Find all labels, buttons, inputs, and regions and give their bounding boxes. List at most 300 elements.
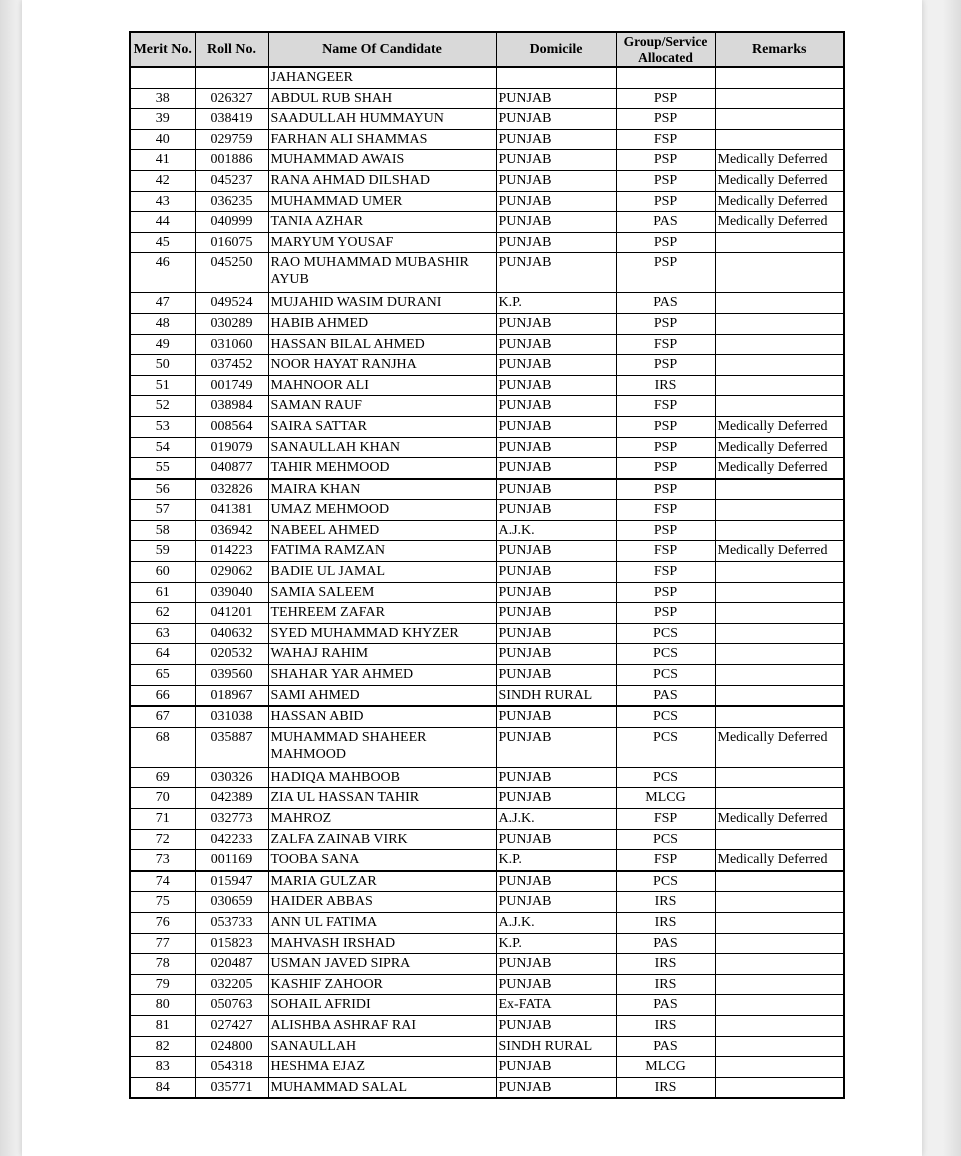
roll-no-cell: 035887 — [195, 727, 268, 767]
domicile-cell: PUNJAB — [496, 458, 616, 479]
domicile-cell: PUNJAB — [496, 416, 616, 437]
candidate-name-cell: HADIQA MAHBOOB — [268, 767, 496, 788]
remarks-cell: Medically Deferred — [715, 150, 844, 171]
roll-no-cell: 045237 — [195, 170, 268, 191]
table-row — [130, 88, 844, 109]
roll-no-cell: 029062 — [195, 562, 268, 583]
table-row — [130, 67, 844, 88]
merit-no-cell: 78 — [130, 954, 195, 975]
table-row — [130, 109, 844, 130]
remarks-cell — [715, 685, 844, 706]
candidate-name-cell: MAHROZ — [268, 809, 496, 830]
candidate-name-cell: SAMAN RAUF — [268, 396, 496, 417]
merit-no-cell: 45 — [130, 232, 195, 253]
merit-no-cell: 81 — [130, 1015, 195, 1036]
domicile-cell: PUNJAB — [496, 150, 616, 171]
table-row — [130, 871, 844, 892]
header-roll-no: Roll No. — [195, 32, 268, 67]
group-service-cell: PSP — [616, 437, 715, 458]
group-service-cell: FSP — [616, 850, 715, 871]
remarks-cell — [715, 253, 844, 293]
roll-no-cell — [195, 67, 268, 88]
domicile-cell: PUNJAB — [496, 313, 616, 334]
candidate-name-cell: HABIB AHMED — [268, 313, 496, 334]
group-service-cell: PSP — [616, 253, 715, 293]
remarks-cell: Medically Deferred — [715, 212, 844, 233]
domicile-cell: SINDH RURAL — [496, 1036, 616, 1057]
remarks-cell — [715, 88, 844, 109]
group-service-cell — [616, 67, 715, 88]
domicile-cell: PUNJAB — [496, 88, 616, 109]
domicile-cell: PUNJAB — [496, 582, 616, 603]
merit-no-cell: 44 — [130, 212, 195, 233]
domicile-cell: A.J.K. — [496, 520, 616, 541]
candidate-name-cell: FARHAN ALI SHAMMAS — [268, 129, 496, 150]
group-service-cell: IRS — [616, 974, 715, 995]
merit-no-cell: 53 — [130, 416, 195, 437]
merit-no-cell: 77 — [130, 933, 195, 954]
roll-no-cell: 040632 — [195, 623, 268, 644]
domicile-cell: PUNJAB — [496, 396, 616, 417]
group-service-cell: MLCG — [616, 1057, 715, 1078]
roll-no-cell: 029759 — [195, 129, 268, 150]
table-row — [130, 396, 844, 417]
group-service-cell: PSP — [616, 458, 715, 479]
group-service-cell: PSP — [616, 313, 715, 334]
merit-no-cell: 70 — [130, 788, 195, 809]
merit-no-cell: 84 — [130, 1077, 195, 1098]
group-service-cell: IRS — [616, 954, 715, 975]
remarks-cell — [715, 375, 844, 396]
group-service-cell: PSP — [616, 191, 715, 212]
candidate-name-cell: TAHIR MEHMOOD — [268, 458, 496, 479]
merit-no-cell: 67 — [130, 706, 195, 727]
domicile-cell: PUNJAB — [496, 212, 616, 233]
candidate-name-cell: TANIA AZHAR — [268, 212, 496, 233]
header-group-service — [616, 32, 715, 67]
roll-no-cell: 032826 — [195, 479, 268, 500]
domicile-cell: PUNJAB — [496, 871, 616, 892]
header-group-line1: Group/Service — [623, 33, 708, 49]
remarks-cell — [715, 995, 844, 1016]
group-service-cell: PSP — [616, 150, 715, 171]
candidate-name-cell: USMAN JAVED SIPRA — [268, 954, 496, 975]
roll-no-cell: 026327 — [195, 88, 268, 109]
domicile-cell: K.P. — [496, 933, 616, 954]
group-service-cell: PAS — [616, 212, 715, 233]
domicile-cell — [496, 67, 616, 88]
merit-no-cell: 52 — [130, 396, 195, 417]
remarks-cell: Medically Deferred — [715, 191, 844, 212]
candidate-name-cell: SAIRA SATTAR — [268, 416, 496, 437]
domicile-cell: PUNJAB — [496, 644, 616, 665]
table-row — [130, 582, 844, 603]
candidate-name-cell: MUHAMMAD SALAL — [268, 1077, 496, 1098]
merit-no-cell: 41 — [130, 150, 195, 171]
table-row — [130, 313, 844, 334]
roll-no-cell: 042233 — [195, 829, 268, 850]
roll-no-cell: 015947 — [195, 871, 268, 892]
group-service-cell: PCS — [616, 727, 715, 767]
group-service-cell: PSP — [616, 88, 715, 109]
candidate-name-cell: MUHAMMAD AWAIS — [268, 150, 496, 171]
group-service-cell: PAS — [616, 995, 715, 1016]
table-row — [130, 293, 844, 314]
candidate-name-cell: SHAHAR YAR AHMED — [268, 665, 496, 686]
group-service-cell: PSP — [616, 109, 715, 130]
candidate-name-cell: UMAZ MEHMOOD — [268, 500, 496, 521]
group-service-cell: MLCG — [616, 788, 715, 809]
table-row — [130, 416, 844, 437]
domicile-cell: PUNJAB — [496, 355, 616, 376]
merit-no-cell — [130, 67, 195, 88]
group-service-cell: IRS — [616, 1077, 715, 1098]
domicile-cell: K.P. — [496, 850, 616, 871]
group-service-cell: PSP — [616, 603, 715, 624]
domicile-cell: PUNJAB — [496, 1077, 616, 1098]
domicile-cell: PUNJAB — [496, 623, 616, 644]
remarks-cell — [715, 334, 844, 355]
roll-no-cell: 030326 — [195, 767, 268, 788]
merit-no-cell: 69 — [130, 767, 195, 788]
table-row — [130, 974, 844, 995]
roll-no-cell: 049524 — [195, 293, 268, 314]
candidate-name-cell: MARYUM YOUSAF — [268, 232, 496, 253]
merit-no-cell: 49 — [130, 334, 195, 355]
table-row — [130, 850, 844, 871]
roll-no-cell: 039560 — [195, 665, 268, 686]
merit-no-cell: 59 — [130, 541, 195, 562]
table-row — [130, 933, 844, 954]
remarks-cell — [715, 479, 844, 500]
roll-no-cell: 001886 — [195, 150, 268, 171]
domicile-cell: A.J.K. — [496, 809, 616, 830]
table-row — [130, 500, 844, 521]
domicile-cell: SINDH RURAL — [496, 685, 616, 706]
candidate-name-cell: MUHAMMAD UMER — [268, 191, 496, 212]
remarks-cell: Medically Deferred — [715, 727, 844, 767]
table-row — [130, 191, 844, 212]
group-service-cell: IRS — [616, 892, 715, 913]
domicile-cell: PUNJAB — [496, 727, 616, 767]
remarks-cell: Medically Deferred — [715, 809, 844, 830]
merit-no-cell: 63 — [130, 623, 195, 644]
remarks-cell — [715, 1015, 844, 1036]
header-group-line2: Allocated — [638, 49, 693, 65]
roll-no-cell: 032773 — [195, 809, 268, 830]
remarks-cell — [715, 562, 844, 583]
group-service-cell: FSP — [616, 129, 715, 150]
domicile-cell: PUNJAB — [496, 437, 616, 458]
candidate-name-cell: ZIA UL HASSAN TAHIR — [268, 788, 496, 809]
merit-no-cell: 39 — [130, 109, 195, 130]
remarks-cell — [715, 665, 844, 686]
remarks-cell — [715, 623, 844, 644]
table-row — [130, 954, 844, 975]
merit-no-cell: 55 — [130, 458, 195, 479]
remarks-cell — [715, 767, 844, 788]
remarks-cell — [715, 109, 844, 130]
roll-no-cell: 020487 — [195, 954, 268, 975]
remarks-cell — [715, 1057, 844, 1078]
domicile-cell: PUNJAB — [496, 170, 616, 191]
group-service-cell: PCS — [616, 706, 715, 727]
domicile-cell: PUNJAB — [496, 541, 616, 562]
roll-no-cell: 041201 — [195, 603, 268, 624]
candidate-name-cell: TOOBA SANA — [268, 850, 496, 871]
merit-no-cell: 75 — [130, 892, 195, 913]
roll-no-cell: 038984 — [195, 396, 268, 417]
remarks-cell — [715, 396, 844, 417]
merit-no-cell: 73 — [130, 850, 195, 871]
domicile-cell: A.J.K. — [496, 912, 616, 933]
merit-no-cell: 38 — [130, 88, 195, 109]
roll-no-cell: 045250 — [195, 253, 268, 293]
roll-no-cell: 041381 — [195, 500, 268, 521]
candidate-name-cell: SAADULLAH HUMMAYUN — [268, 109, 496, 130]
candidate-name-cell: SAMIA SALEEM — [268, 582, 496, 603]
candidate-name-cell: SOHAIL AFRIDI — [268, 995, 496, 1016]
group-service-cell: FSP — [616, 396, 715, 417]
candidate-name-cell: ZALFA ZAINAB VIRK — [268, 829, 496, 850]
candidate-name-cell: SANAULLAH — [268, 1036, 496, 1057]
candidate-name-cell: ANN UL FATIMA — [268, 912, 496, 933]
table-header-row — [130, 32, 844, 67]
merit-no-cell: 83 — [130, 1057, 195, 1078]
merit-no-cell: 71 — [130, 809, 195, 830]
remarks-cell — [715, 871, 844, 892]
table-row — [130, 520, 844, 541]
group-service-cell: PAS — [616, 1036, 715, 1057]
group-service-cell: PSP — [616, 232, 715, 253]
table-row — [130, 892, 844, 913]
table-row — [130, 1057, 844, 1078]
merit-no-cell: 76 — [130, 912, 195, 933]
group-service-cell: PCS — [616, 623, 715, 644]
domicile-cell: PUNJAB — [496, 1057, 616, 1078]
group-service-cell: IRS — [616, 375, 715, 396]
candidate-name-cell: FATIMA RAMZAN — [268, 541, 496, 562]
merit-no-cell: 61 — [130, 582, 195, 603]
roll-no-cell: 037452 — [195, 355, 268, 376]
table-row — [130, 809, 844, 830]
domicile-cell: K.P. — [496, 293, 616, 314]
merit-no-cell: 51 — [130, 375, 195, 396]
remarks-cell — [715, 706, 844, 727]
group-service-cell: FSP — [616, 809, 715, 830]
roll-no-cell: 039040 — [195, 582, 268, 603]
remarks-cell — [715, 974, 844, 995]
candidate-name-cell: HASSAN ABID — [268, 706, 496, 727]
domicile-cell: PUNJAB — [496, 829, 616, 850]
roll-no-cell: 001169 — [195, 850, 268, 871]
remarks-cell — [715, 582, 844, 603]
candidate-name-cell: SANAULLAH KHAN — [268, 437, 496, 458]
domicile-cell: PUNJAB — [496, 253, 616, 293]
group-service-cell: PAS — [616, 933, 715, 954]
remarks-cell — [715, 129, 844, 150]
merit-no-cell: 74 — [130, 871, 195, 892]
domicile-cell: Ex-FATA — [496, 995, 616, 1016]
header-remarks: Remarks — [715, 32, 844, 67]
merit-no-cell: 79 — [130, 974, 195, 995]
candidate-name-cell: ALISHBA ASHRAF RAI — [268, 1015, 496, 1036]
domicile-cell: PUNJAB — [496, 500, 616, 521]
remarks-cell — [715, 788, 844, 809]
table-row — [130, 623, 844, 644]
roll-no-cell: 008564 — [195, 416, 268, 437]
remarks-cell — [715, 232, 844, 253]
table-row — [130, 767, 844, 788]
merit-no-cell: 62 — [130, 603, 195, 624]
roll-no-cell: 040999 — [195, 212, 268, 233]
table-row — [130, 458, 844, 479]
remarks-cell — [715, 1077, 844, 1098]
group-service-cell: PCS — [616, 871, 715, 892]
domicile-cell: PUNJAB — [496, 788, 616, 809]
merit-no-cell: 66 — [130, 685, 195, 706]
remarks-cell — [715, 67, 844, 88]
domicile-cell: PUNJAB — [496, 892, 616, 913]
roll-no-cell: 036235 — [195, 191, 268, 212]
domicile-cell: PUNJAB — [496, 767, 616, 788]
table-row — [130, 727, 844, 767]
remarks-cell: Medically Deferred — [715, 437, 844, 458]
merit-no-cell: 46 — [130, 253, 195, 293]
candidate-name-cell: KASHIF ZAHOOR — [268, 974, 496, 995]
table-row — [130, 232, 844, 253]
domicile-cell: PUNJAB — [496, 562, 616, 583]
remarks-cell — [715, 500, 844, 521]
merit-no-cell: 68 — [130, 727, 195, 767]
group-service-cell: PCS — [616, 644, 715, 665]
domicile-cell: PUNJAB — [496, 665, 616, 686]
roll-no-cell: 027427 — [195, 1015, 268, 1036]
table-row — [130, 644, 844, 665]
group-service-cell: FSP — [616, 500, 715, 521]
roll-no-cell: 019079 — [195, 437, 268, 458]
merit-no-cell: 58 — [130, 520, 195, 541]
table-row — [130, 129, 844, 150]
roll-no-cell: 036942 — [195, 520, 268, 541]
merit-no-cell: 80 — [130, 995, 195, 1016]
table-row — [130, 665, 844, 686]
remarks-cell — [715, 954, 844, 975]
roll-no-cell: 038419 — [195, 109, 268, 130]
candidate-name-cell: SAMI AHMED — [268, 685, 496, 706]
table-row — [130, 788, 844, 809]
domicile-cell: PUNJAB — [496, 954, 616, 975]
group-service-cell: PSP — [616, 170, 715, 191]
table-row — [130, 170, 844, 191]
roll-no-cell: 032205 — [195, 974, 268, 995]
header-domicile: Domicile — [496, 32, 616, 67]
merit-no-cell: 82 — [130, 1036, 195, 1057]
remarks-cell — [715, 313, 844, 334]
remarks-cell: Medically Deferred — [715, 416, 844, 437]
table-row — [130, 150, 844, 171]
candidate-name-cell: RAO MUHAMMAD MUBASHIR AYUB — [268, 253, 496, 293]
roll-no-cell: 031060 — [195, 334, 268, 355]
remarks-cell: Medically Deferred — [715, 458, 844, 479]
roll-no-cell: 031038 — [195, 706, 268, 727]
group-service-cell: IRS — [616, 912, 715, 933]
group-service-cell: PSP — [616, 416, 715, 437]
remarks-cell — [715, 355, 844, 376]
domicile-cell: PUNJAB — [496, 974, 616, 995]
remarks-cell — [715, 892, 844, 913]
candidate-name-cell: BADIE UL JAMAL — [268, 562, 496, 583]
roll-no-cell: 030289 — [195, 313, 268, 334]
roll-no-cell: 053733 — [195, 912, 268, 933]
remarks-cell: Medically Deferred — [715, 850, 844, 871]
merit-no-cell: 47 — [130, 293, 195, 314]
candidate-name-cell: NABEEL AHMED — [268, 520, 496, 541]
merit-no-cell: 56 — [130, 479, 195, 500]
candidate-name-cell: NOOR HAYAT RANJHA — [268, 355, 496, 376]
candidate-name-cell: ABDUL RUB SHAH — [268, 88, 496, 109]
roll-no-cell: 001749 — [195, 375, 268, 396]
merit-no-cell: 50 — [130, 355, 195, 376]
merit-list-table — [129, 31, 845, 1099]
merit-no-cell: 72 — [130, 829, 195, 850]
merit-no-cell: 43 — [130, 191, 195, 212]
remarks-cell — [715, 293, 844, 314]
group-service-cell: PCS — [616, 665, 715, 686]
table-row — [130, 1077, 844, 1098]
table-row — [130, 1015, 844, 1036]
table-row — [130, 912, 844, 933]
table-row — [130, 375, 844, 396]
group-service-cell: IRS — [616, 1015, 715, 1036]
roll-no-cell: 018967 — [195, 685, 268, 706]
roll-no-cell: 035771 — [195, 1077, 268, 1098]
domicile-cell: PUNJAB — [496, 479, 616, 500]
group-service-cell: FSP — [616, 562, 715, 583]
table-row — [130, 253, 844, 293]
merit-no-cell: 48 — [130, 313, 195, 334]
roll-no-cell: 054318 — [195, 1057, 268, 1078]
group-service-cell: FSP — [616, 334, 715, 355]
domicile-cell: PUNJAB — [496, 375, 616, 396]
table-row — [130, 437, 844, 458]
document-page — [22, 0, 922, 1156]
table-row — [130, 541, 844, 562]
merit-no-cell: 64 — [130, 644, 195, 665]
remarks-cell: Medically Deferred — [715, 170, 844, 191]
merit-no-cell: 60 — [130, 562, 195, 583]
table-row — [130, 479, 844, 500]
group-service-cell: PCS — [616, 829, 715, 850]
roll-no-cell: 024800 — [195, 1036, 268, 1057]
candidate-name-cell: HESHMA EJAZ — [268, 1057, 496, 1078]
merit-no-cell: 54 — [130, 437, 195, 458]
remarks-cell — [715, 1036, 844, 1057]
table-row — [130, 334, 844, 355]
table-row — [130, 829, 844, 850]
domicile-cell: PUNJAB — [496, 706, 616, 727]
candidate-name-cell: SYED MUHAMMAD KHYZER — [268, 623, 496, 644]
group-service-cell: PSP — [616, 479, 715, 500]
remarks-cell — [715, 912, 844, 933]
candidate-name-cell: MAHNOOR ALI — [268, 375, 496, 396]
domicile-cell: PUNJAB — [496, 129, 616, 150]
candidate-name-cell: TEHREEM ZAFAR — [268, 603, 496, 624]
group-service-cell: FSP — [616, 541, 715, 562]
merit-no-cell: 57 — [130, 500, 195, 521]
remarks-cell — [715, 603, 844, 624]
candidate-name-cell: RANA AHMAD DILSHAD — [268, 170, 496, 191]
